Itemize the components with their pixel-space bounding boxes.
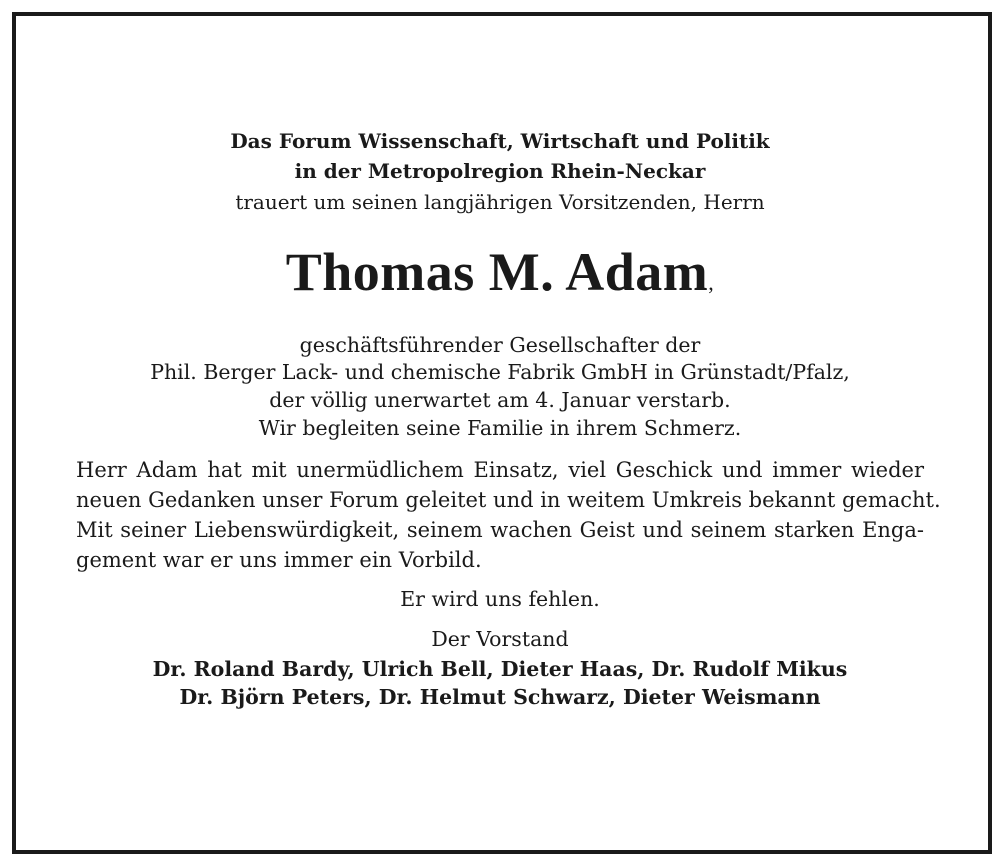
deceased-name: Thomas M. Adam xyxy=(285,242,709,302)
intro-organization-line: Das Forum Wissenschaft, Wirtschaft und Politik xyxy=(230,129,770,153)
signature-heading: Der Vorstand xyxy=(431,627,569,651)
signature-names-first-row: Dr. Roland Bardy, Ulrich Bell, Dieter Haas, Dr. Rudolf Mikus xyxy=(152,657,848,681)
tribute-paragraph xyxy=(76,455,941,575)
signature-names-second-row: Dr. Björn Peters, Dr. Helmut Schwarz, Dieter Weismann xyxy=(179,685,821,709)
tribute-row: neuen Gedanken unser Forum geleitet und in weitem Umkreis bekannt gemacht. xyxy=(76,488,941,512)
intro-region-line: in der Metropolregion Rhein-Neckar xyxy=(294,159,706,183)
tribute-row: gement war er uns immer ein Vorbild. xyxy=(76,548,482,572)
intro-mourning-line: trauert um seinen langjährigen Vorsitzenden, Herrn xyxy=(235,190,765,214)
tribute-row: Herr Adam hat mit unermüdlichem Einsatz, viel Geschick und immer wieder xyxy=(76,458,924,482)
description-family-line: Wir begleiten seine Familie in ihrem Schmerz. xyxy=(258,416,742,440)
description-role-line: geschäftsführender Gesellschafter der xyxy=(299,333,701,357)
description-company-line: Phil. Berger Lack- und chemische Fabrik GmbH in Grünstadt/Pfalz, xyxy=(150,360,850,384)
deceased-name-comma: , xyxy=(708,270,715,295)
tribute-row: Mit seiner Liebenswürdigkeit, seinem wachen Geist und seinem starken Enga- xyxy=(76,518,924,542)
deceased-name-heading xyxy=(0,241,1000,303)
description-death-line: der völlig unerwartet am 4. Januar verstarb. xyxy=(269,388,731,412)
closing-line: Er wird uns fehlen. xyxy=(400,587,600,611)
